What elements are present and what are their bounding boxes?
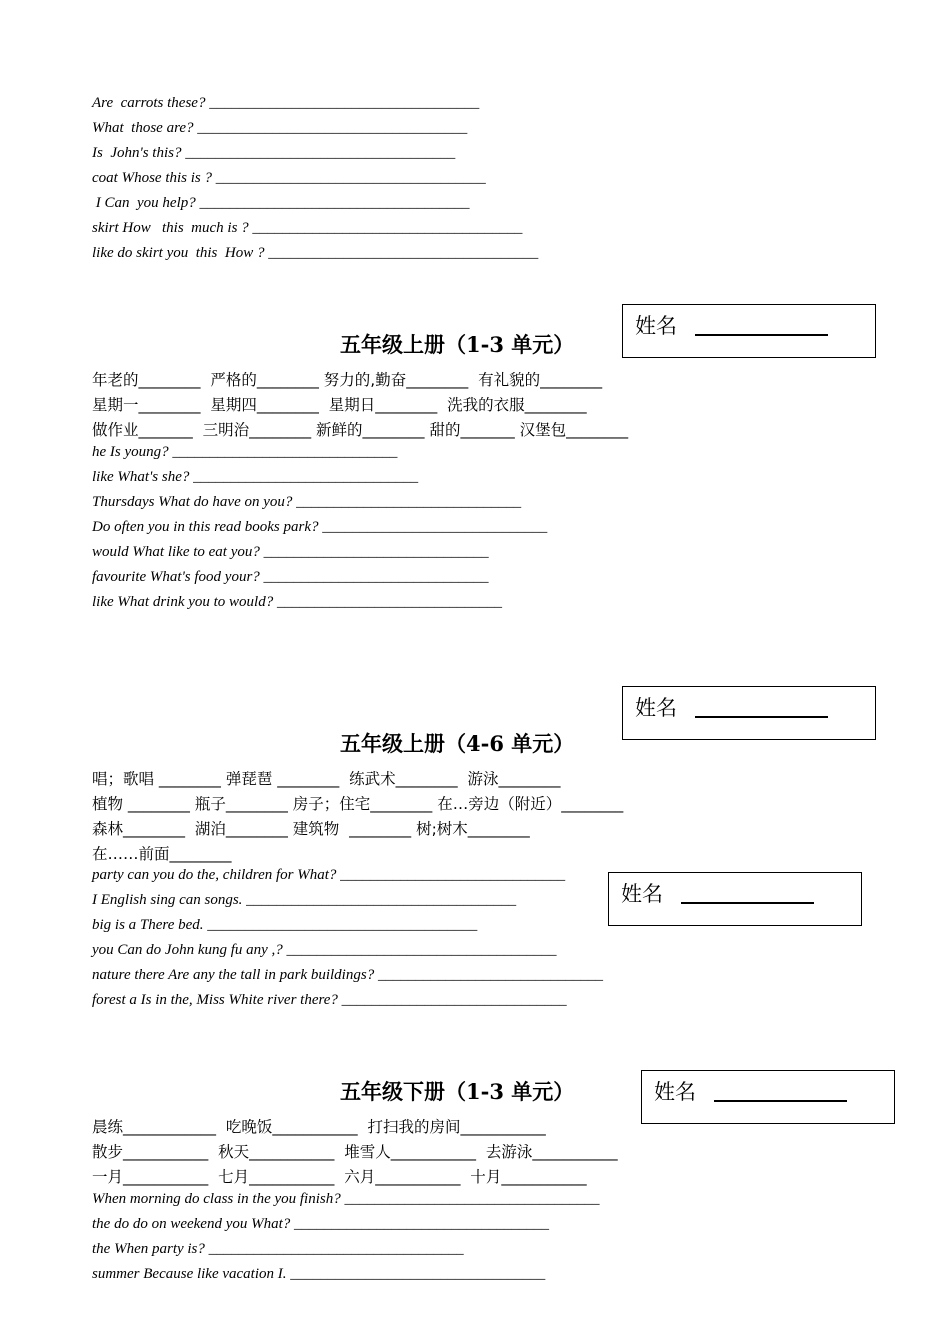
sentence-line: Do often you in this read books park? ______________________________ (92, 519, 548, 535)
name-label: 姓名 (621, 882, 663, 906)
sentence-line: forest a Is in the, Miss White river there? ______________________________ (92, 992, 567, 1008)
vocab-line: 晨练____________ 吃晚饭___________ 打扫我的房间___________ (92, 1118, 546, 1136)
vocab-line: 森林________ 湖泊________ 建筑物 ________ 树;树木________ (92, 820, 530, 838)
vocab-line: 在……前面________ (92, 845, 232, 863)
sentence-line: I Can you help? ____________________________________ (92, 195, 470, 211)
sentence-line: What those are? ____________________________________ (92, 120, 468, 136)
sentence-line: I English sing can songs. ____________________________________ (92, 892, 517, 908)
sentence-line: summer Because like vacation I. __________________________________ (92, 1266, 546, 1282)
name-blank[interactable] (681, 902, 814, 904)
sentence-line: Are carrots these? ____________________________________ (92, 95, 480, 111)
name-box (608, 872, 862, 926)
sentence-line: would What like to eat you? ______________________________ (92, 544, 489, 560)
sentence-line: he Is young? ______________________________ (92, 444, 398, 460)
vocab-line: 做作业_______ 三明治________ 新鲜的________ 甜的_______ 汉堡包________ (92, 421, 629, 439)
name-blank[interactable] (695, 334, 828, 336)
sentence-line: coat Whose this is ? ____________________________________ (92, 170, 486, 186)
sentence-line: nature there Are any the tall in park buildings? ______________________________ (92, 967, 603, 983)
vocab-line: 年老的________ 严格的________ 努力的,勤奋________ 有礼貌的________ (92, 371, 603, 389)
section-title: 五年级上册（1-3 单元） (340, 332, 575, 357)
section-title: 五年级上册（4-6 单元） (340, 731, 575, 756)
vocab-line: 唱；歌唱 ________ 弹琵琶 ________ 练武术________ 游泳________ (92, 770, 561, 788)
sentence-line: like What's she? ______________________________ (92, 469, 419, 485)
name-box (622, 304, 876, 358)
sentence-line: big is a There bed. ____________________________________ (92, 917, 478, 933)
vocab-line: 一月___________ 七月___________ 六月___________ 十月___________ (92, 1168, 587, 1186)
name-blank[interactable] (695, 716, 828, 718)
sentence-line: the When party is? __________________________________ (92, 1241, 464, 1257)
vocab-line: 散步___________ 秋天___________ 堆雪人___________ 去游泳___________ (92, 1143, 618, 1161)
sentence-line: party can you do the, children for What? ______________________________ (92, 867, 566, 883)
sentence-line: When morning do class in the you finish? __________________________________ (92, 1191, 600, 1207)
sentence-line: skirt How this much is ? ____________________________________ (92, 220, 523, 236)
name-label: 姓名 (635, 696, 677, 720)
section-title: 五年级下册（1-3 单元） (340, 1079, 575, 1104)
name-blank[interactable] (714, 1100, 847, 1102)
name-label: 姓名 (654, 1080, 696, 1104)
vocab-line: 植物 ________ 瓶子________ 房子；住宅________ 在…旁边（附近）________ (92, 795, 624, 813)
name-label: 姓名 (635, 314, 677, 338)
sentence-line: the do do on weekend you What? __________________________________ (92, 1216, 550, 1232)
sentence-line: like What drink you to would? ______________________________ (92, 594, 502, 610)
vocab-line: 星期一________ 星期四________ 星期日________ 洗我的衣服________ (92, 396, 587, 414)
name-box (641, 1070, 895, 1124)
sentence-line: Thursdays What do have on you? ______________________________ (92, 494, 522, 510)
sentence-line: like do skirt you this How ? ____________________________________ (92, 245, 539, 261)
sentence-line: Is John's this? ____________________________________ (92, 145, 456, 161)
sentence-line: you Can do John kung fu any ,? ____________________________________ (92, 942, 557, 958)
sentence-line: favourite What's food your? ______________________________ (92, 569, 489, 585)
name-box (622, 686, 876, 740)
